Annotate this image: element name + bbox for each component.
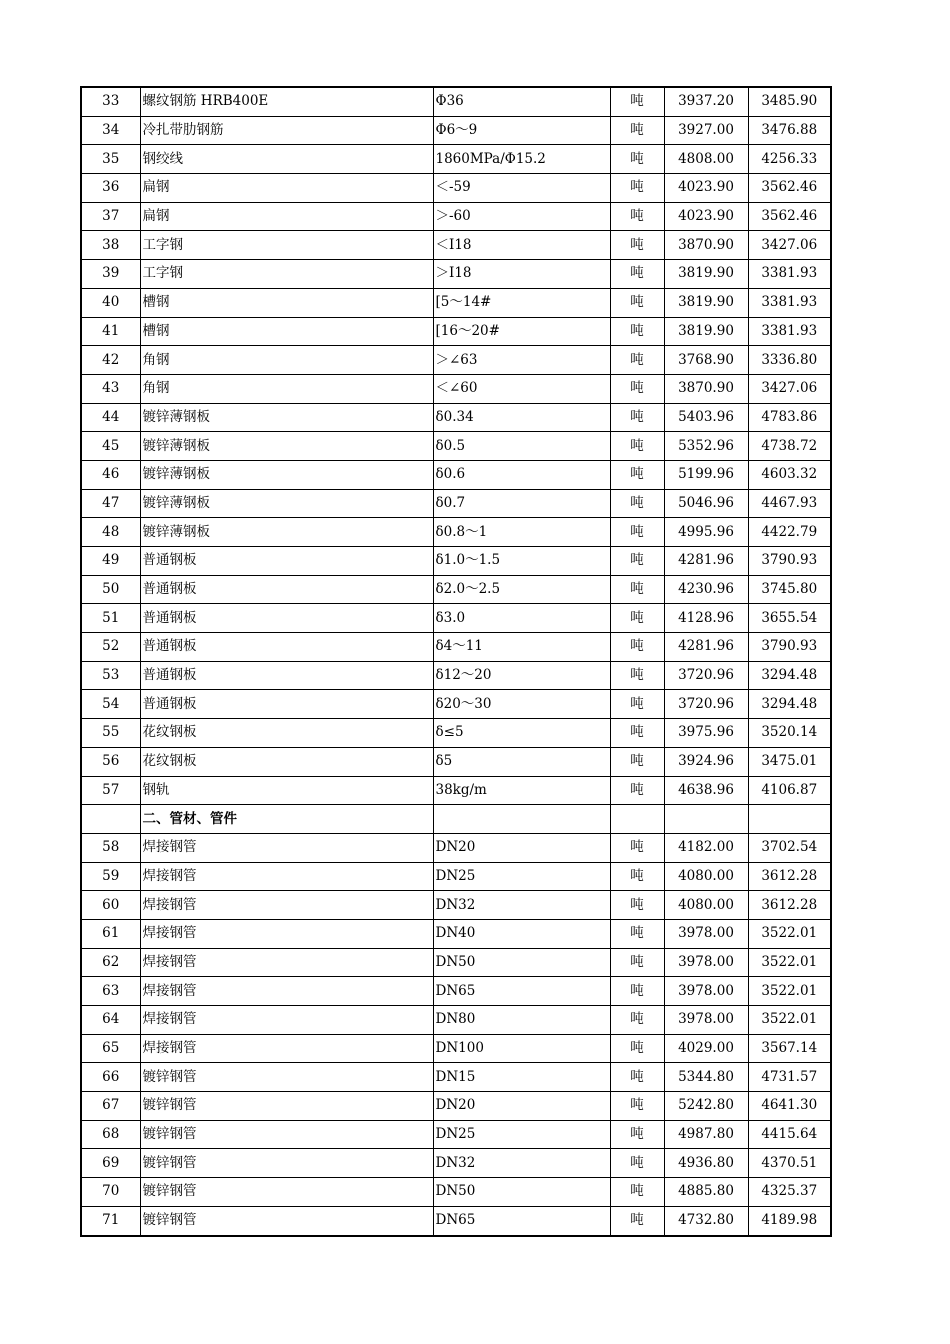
- price-tax-excluded-cell: 4738.72: [748, 432, 831, 461]
- material-name-cell: 镀锌薄钢板: [140, 460, 433, 489]
- unit-cell: 吨: [610, 1120, 664, 1149]
- material-name-cell: 普通钢板: [140, 633, 433, 662]
- row-number-cell: 47: [81, 489, 140, 518]
- row-number-cell: 54: [81, 690, 140, 719]
- section-title: 二、管材、管件: [140, 805, 433, 834]
- material-spec-cell: ＞-60: [433, 202, 610, 231]
- unit-cell: 吨: [610, 719, 664, 748]
- row-number-cell: 70: [81, 1178, 140, 1207]
- material-spec-cell: δ0.34: [433, 403, 610, 432]
- table-row: [81, 87, 831, 116]
- material-name-cell: 焊接钢管: [140, 862, 433, 891]
- price-tax-included-cell: 3937.20: [664, 87, 748, 116]
- price-tax-excluded-cell: 3522.01: [748, 1006, 831, 1035]
- material-name-cell: 镀锌薄钢板: [140, 489, 433, 518]
- unit-cell: 吨: [610, 432, 664, 461]
- material-name-cell: 螺纹钢筋 HRB400E: [140, 87, 433, 116]
- price-tax-excluded-cell: 3476.88: [748, 116, 831, 145]
- price-tax-excluded-cell: 3294.48: [748, 661, 831, 690]
- unit-cell: 吨: [610, 116, 664, 145]
- material-name-cell: 扁钢: [140, 174, 433, 203]
- material-spec-cell: δ5: [433, 747, 610, 776]
- price-tax-included-cell: 3978.00: [664, 948, 748, 977]
- price-tax-excluded-cell: 3702.54: [748, 833, 831, 862]
- material-spec-cell: DN20: [433, 1092, 610, 1121]
- material-spec-cell: δ0.5: [433, 432, 610, 461]
- material-name-cell: 焊接钢管: [140, 1006, 433, 1035]
- unit-cell: 吨: [610, 1178, 664, 1207]
- table-row: [81, 432, 831, 461]
- row-number-cell: 34: [81, 116, 140, 145]
- material-spec-cell: DN32: [433, 1149, 610, 1178]
- row-number-cell: 66: [81, 1063, 140, 1092]
- material-spec-cell: DN25: [433, 862, 610, 891]
- row-number-cell: 61: [81, 919, 140, 948]
- price-tax-excluded-cell: 3427.06: [748, 374, 831, 403]
- material-spec-cell: 1860MPa/Φ15.2: [433, 145, 610, 174]
- price-tax-excluded-cell: 3475.01: [748, 747, 831, 776]
- row-number-cell: 44: [81, 403, 140, 432]
- unit-cell: 吨: [610, 575, 664, 604]
- material-name-cell: 钢轨: [140, 776, 433, 805]
- unit-cell: 吨: [610, 1092, 664, 1121]
- row-number-cell: 49: [81, 547, 140, 576]
- unit-cell: [610, 805, 664, 834]
- unit-cell: 吨: [610, 145, 664, 174]
- row-number-cell: 36: [81, 174, 140, 203]
- price-tax-excluded-cell: 3522.01: [748, 977, 831, 1006]
- material-spec-cell: DN15: [433, 1063, 610, 1092]
- price-tax-excluded-cell: 4731.57: [748, 1063, 831, 1092]
- price-tax-included-cell: 4080.00: [664, 862, 748, 891]
- unit-cell: 吨: [610, 747, 664, 776]
- price-tax-included-cell: 3870.90: [664, 231, 748, 260]
- material-name-cell: 镀锌薄钢板: [140, 432, 433, 461]
- price-tax-excluded-cell: 4370.51: [748, 1149, 831, 1178]
- price-tax-included-cell: 3927.00: [664, 116, 748, 145]
- price-tax-included-cell: 4230.96: [664, 575, 748, 604]
- unit-cell: 吨: [610, 317, 664, 346]
- row-number-cell: 60: [81, 891, 140, 920]
- material-name-cell: 扁钢: [140, 202, 433, 231]
- material-name-cell: 焊接钢管: [140, 833, 433, 862]
- row-number-cell: 50: [81, 575, 140, 604]
- unit-cell: 吨: [610, 1149, 664, 1178]
- price-tax-excluded-cell: 4189.98: [748, 1206, 831, 1235]
- material-name-cell: 钢绞线: [140, 145, 433, 174]
- price-tax-excluded-cell: [748, 805, 831, 834]
- row-number-cell: 35: [81, 145, 140, 174]
- unit-cell: 吨: [610, 776, 664, 805]
- table-body: [81, 87, 831, 1236]
- row-number-cell: 51: [81, 604, 140, 633]
- price-tax-excluded-cell: 3522.01: [748, 919, 831, 948]
- material-spec-cell: [5～14#: [433, 288, 610, 317]
- unit-cell: 吨: [610, 977, 664, 1006]
- price-tax-included-cell: 3819.90: [664, 288, 748, 317]
- row-number-cell: 52: [81, 633, 140, 662]
- material-name-cell: 焊接钢管: [140, 919, 433, 948]
- price-tax-excluded-cell: 3790.93: [748, 633, 831, 662]
- price-tax-excluded-cell: 4467.93: [748, 489, 831, 518]
- table-row: [81, 174, 831, 203]
- row-number-cell: 57: [81, 776, 140, 805]
- material-spec-cell: δ12～20: [433, 661, 610, 690]
- unit-cell: 吨: [610, 948, 664, 977]
- row-number-cell: 67: [81, 1092, 140, 1121]
- row-number-cell: 62: [81, 948, 140, 977]
- table-row: [81, 719, 831, 748]
- material-name-cell: 槽钢: [140, 288, 433, 317]
- material-spec-cell: δ≤5: [433, 719, 610, 748]
- material-name-cell: 镀锌钢管: [140, 1149, 433, 1178]
- material-spec-cell: Φ6～9: [433, 116, 610, 145]
- table-row: [81, 1120, 831, 1149]
- price-tax-included-cell: 4128.96: [664, 604, 748, 633]
- price-tax-included-cell: 3720.96: [664, 661, 748, 690]
- material-name-cell: 镀锌钢管: [140, 1063, 433, 1092]
- table-row: [81, 1149, 831, 1178]
- price-tax-included-cell: 4885.80: [664, 1178, 748, 1207]
- price-tax-included-cell: 4936.80: [664, 1149, 748, 1178]
- price-tax-excluded-cell: 3790.93: [748, 547, 831, 576]
- table-row: [81, 690, 831, 719]
- table-row: [81, 633, 831, 662]
- price-tax-excluded-cell: 4256.33: [748, 145, 831, 174]
- unit-cell: 吨: [610, 690, 664, 719]
- row-number-cell: [81, 805, 140, 834]
- price-tax-excluded-cell: 3562.46: [748, 174, 831, 203]
- price-tax-excluded-cell: 3745.80: [748, 575, 831, 604]
- unit-cell: 吨: [610, 891, 664, 920]
- material-spec-cell: 38kg/m: [433, 776, 610, 805]
- material-name-cell: 焊接钢管: [140, 948, 433, 977]
- row-number-cell: 42: [81, 346, 140, 375]
- table-row: [81, 145, 831, 174]
- price-tax-included-cell: 5242.80: [664, 1092, 748, 1121]
- table-row: [81, 661, 831, 690]
- price-tax-included-cell: 4023.90: [664, 202, 748, 231]
- table-row: [81, 1034, 831, 1063]
- price-tax-excluded-cell: 3562.46: [748, 202, 831, 231]
- price-tax-excluded-cell: 3522.01: [748, 948, 831, 977]
- material-spec-cell: δ4～11: [433, 633, 610, 662]
- price-tax-excluded-cell: 3520.14: [748, 719, 831, 748]
- table-row: [81, 202, 831, 231]
- material-name-cell: 镀锌钢管: [140, 1206, 433, 1235]
- price-tax-excluded-cell: 4106.87: [748, 776, 831, 805]
- unit-cell: 吨: [610, 460, 664, 489]
- material-name-cell: 角钢: [140, 374, 433, 403]
- material-spec-cell: [433, 805, 610, 834]
- price-tax-included-cell: 4995.96: [664, 518, 748, 547]
- table-row: [81, 833, 831, 862]
- material-spec-cell: Φ36: [433, 87, 610, 116]
- price-tax-excluded-cell: 3612.28: [748, 862, 831, 891]
- price-tax-excluded-cell: 3655.54: [748, 604, 831, 633]
- unit-cell: 吨: [610, 1063, 664, 1092]
- material-spec-cell: DN25: [433, 1120, 610, 1149]
- table-row: [81, 747, 831, 776]
- unit-cell: 吨: [610, 604, 664, 633]
- material-name-cell: 槽钢: [140, 317, 433, 346]
- price-tax-excluded-cell: 3485.90: [748, 87, 831, 116]
- table-row: [81, 776, 831, 805]
- row-number-cell: 39: [81, 260, 140, 289]
- price-tax-included-cell: 3924.96: [664, 747, 748, 776]
- material-price-table: [80, 86, 832, 1237]
- material-name-cell: 花纹钢板: [140, 719, 433, 748]
- row-number-cell: 40: [81, 288, 140, 317]
- price-tax-excluded-cell: 4422.79: [748, 518, 831, 547]
- table-row: [81, 1092, 831, 1121]
- unit-cell: 吨: [610, 288, 664, 317]
- price-tax-included-cell: [664, 805, 748, 834]
- price-tax-included-cell: 5403.96: [664, 403, 748, 432]
- unit-cell: 吨: [610, 633, 664, 662]
- unit-cell: 吨: [610, 1034, 664, 1063]
- price-tax-excluded-cell: 3612.28: [748, 891, 831, 920]
- material-name-cell: 工字钢: [140, 260, 433, 289]
- material-spec-cell: δ0.7: [433, 489, 610, 518]
- row-number-cell: 59: [81, 862, 140, 891]
- row-number-cell: 55: [81, 719, 140, 748]
- table-row: [81, 288, 831, 317]
- row-number-cell: 68: [81, 1120, 140, 1149]
- price-tax-included-cell: 4023.90: [664, 174, 748, 203]
- material-name-cell: 镀锌钢管: [140, 1120, 433, 1149]
- table-row: [81, 1063, 831, 1092]
- row-number-cell: 43: [81, 374, 140, 403]
- row-number-cell: 64: [81, 1006, 140, 1035]
- unit-cell: 吨: [610, 1206, 664, 1235]
- unit-cell: 吨: [610, 547, 664, 576]
- table-row: [81, 977, 831, 1006]
- material-spec-cell: ＜Ⅰ18: [433, 231, 610, 260]
- price-tax-included-cell: 3819.90: [664, 317, 748, 346]
- material-spec-cell: [16～20#: [433, 317, 610, 346]
- unit-cell: 吨: [610, 403, 664, 432]
- row-number-cell: 37: [81, 202, 140, 231]
- row-number-cell: 38: [81, 231, 140, 260]
- table-row: [81, 518, 831, 547]
- row-number-cell: 48: [81, 518, 140, 547]
- price-tax-excluded-cell: 4603.32: [748, 460, 831, 489]
- row-number-cell: 41: [81, 317, 140, 346]
- price-tax-included-cell: 5199.96: [664, 460, 748, 489]
- price-tax-excluded-cell: 4415.64: [748, 1120, 831, 1149]
- table-row: [81, 317, 831, 346]
- price-tax-included-cell: 4987.80: [664, 1120, 748, 1149]
- price-tax-included-cell: 4029.00: [664, 1034, 748, 1063]
- price-tax-excluded-cell: 4641.30: [748, 1092, 831, 1121]
- price-tax-included-cell: 5046.96: [664, 489, 748, 518]
- price-tax-included-cell: 3768.90: [664, 346, 748, 375]
- price-tax-included-cell: 3978.00: [664, 1006, 748, 1035]
- price-tax-excluded-cell: 4325.37: [748, 1178, 831, 1207]
- table-row: [81, 1006, 831, 1035]
- price-tax-excluded-cell: 3381.93: [748, 317, 831, 346]
- table-row: [81, 891, 831, 920]
- unit-cell: 吨: [610, 862, 664, 891]
- table-row: [81, 1178, 831, 1207]
- section-header-row: [81, 805, 831, 834]
- material-spec-cell: DN65: [433, 1206, 610, 1235]
- material-spec-cell: DN32: [433, 891, 610, 920]
- material-name-cell: 冷扎带肋钢筋: [140, 116, 433, 145]
- price-tax-excluded-cell: 3294.48: [748, 690, 831, 719]
- price-tax-excluded-cell: 3427.06: [748, 231, 831, 260]
- unit-cell: 吨: [610, 518, 664, 547]
- table-row: [81, 116, 831, 145]
- material-name-cell: 焊接钢管: [140, 977, 433, 1006]
- row-number-cell: 71: [81, 1206, 140, 1235]
- price-tax-included-cell: 4281.96: [664, 633, 748, 662]
- material-spec-cell: δ20～30: [433, 690, 610, 719]
- material-spec-cell: DN50: [433, 948, 610, 977]
- material-name-cell: 工字钢: [140, 231, 433, 260]
- material-name-cell: 花纹钢板: [140, 747, 433, 776]
- material-spec-cell: ＞∠63: [433, 346, 610, 375]
- row-number-cell: 45: [81, 432, 140, 461]
- unit-cell: 吨: [610, 489, 664, 518]
- table-row: [81, 919, 831, 948]
- table-row: [81, 489, 831, 518]
- row-number-cell: 46: [81, 460, 140, 489]
- price-tax-included-cell: 4182.00: [664, 833, 748, 862]
- table-row: [81, 1206, 831, 1235]
- row-number-cell: 63: [81, 977, 140, 1006]
- material-name-cell: 普通钢板: [140, 575, 433, 604]
- table-row: [81, 547, 831, 576]
- material-name-cell: 普通钢板: [140, 690, 433, 719]
- unit-cell: 吨: [610, 919, 664, 948]
- material-name-cell: 镀锌薄钢板: [140, 518, 433, 547]
- material-name-cell: 镀锌钢管: [140, 1178, 433, 1207]
- price-tax-included-cell: 4732.80: [664, 1206, 748, 1235]
- material-name-cell: 镀锌钢管: [140, 1092, 433, 1121]
- price-tax-excluded-cell: 3567.14: [748, 1034, 831, 1063]
- material-spec-cell: ＜-59: [433, 174, 610, 203]
- table-row: [81, 862, 831, 891]
- material-spec-cell: δ2.0～2.5: [433, 575, 610, 604]
- unit-cell: 吨: [610, 346, 664, 375]
- table-row: [81, 231, 831, 260]
- material-name-cell: 焊接钢管: [140, 1034, 433, 1063]
- row-number-cell: 58: [81, 833, 140, 862]
- row-number-cell: 69: [81, 1149, 140, 1178]
- material-spec-cell: DN100: [433, 1034, 610, 1063]
- material-spec-cell: δ0.6: [433, 460, 610, 489]
- material-spec-cell: δ3.0: [433, 604, 610, 633]
- table-row: [81, 403, 831, 432]
- material-name-cell: 普通钢板: [140, 604, 433, 633]
- material-spec-cell: DN20: [433, 833, 610, 862]
- unit-cell: 吨: [610, 661, 664, 690]
- unit-cell: 吨: [610, 87, 664, 116]
- price-tax-excluded-cell: 3336.80: [748, 346, 831, 375]
- unit-cell: 吨: [610, 202, 664, 231]
- material-name-cell: 焊接钢管: [140, 891, 433, 920]
- row-number-cell: 65: [81, 1034, 140, 1063]
- price-tax-included-cell: 3978.00: [664, 977, 748, 1006]
- material-spec-cell: DN65: [433, 977, 610, 1006]
- price-tax-included-cell: 4281.96: [664, 547, 748, 576]
- material-name-cell: 普通钢板: [140, 547, 433, 576]
- price-tax-included-cell: 5352.96: [664, 432, 748, 461]
- price-tax-excluded-cell: 3381.93: [748, 288, 831, 317]
- unit-cell: 吨: [610, 833, 664, 862]
- row-number-cell: 53: [81, 661, 140, 690]
- table-row: [81, 346, 831, 375]
- unit-cell: 吨: [610, 260, 664, 289]
- price-tax-included-cell: 4080.00: [664, 891, 748, 920]
- material-spec-cell: DN40: [433, 919, 610, 948]
- unit-cell: 吨: [610, 231, 664, 260]
- table-row: [81, 460, 831, 489]
- price-tax-included-cell: 3720.96: [664, 690, 748, 719]
- material-spec-cell: DN80: [433, 1006, 610, 1035]
- material-name-cell: 角钢: [140, 346, 433, 375]
- table-row: [81, 604, 831, 633]
- price-tax-excluded-cell: 4783.86: [748, 403, 831, 432]
- price-tax-excluded-cell: 3381.93: [748, 260, 831, 289]
- row-number-cell: 33: [81, 87, 140, 116]
- price-tax-included-cell: 5344.80: [664, 1063, 748, 1092]
- price-tax-included-cell: 4808.00: [664, 145, 748, 174]
- price-tax-included-cell: 3819.90: [664, 260, 748, 289]
- unit-cell: 吨: [610, 174, 664, 203]
- table-row: [81, 260, 831, 289]
- material-spec-cell: ＜∠60: [433, 374, 610, 403]
- material-name-cell: 普通钢板: [140, 661, 433, 690]
- unit-cell: 吨: [610, 1006, 664, 1035]
- table-row: [81, 948, 831, 977]
- material-spec-cell: δ1.0～1.5: [433, 547, 610, 576]
- material-spec-cell: δ0.8～1: [433, 518, 610, 547]
- price-tax-included-cell: 4638.96: [664, 776, 748, 805]
- material-spec-cell: ＞Ⅰ18: [433, 260, 610, 289]
- material-spec-cell: DN50: [433, 1178, 610, 1207]
- price-tax-included-cell: 3978.00: [664, 919, 748, 948]
- material-name-cell: 镀锌薄钢板: [140, 403, 433, 432]
- price-tax-included-cell: 3870.90: [664, 374, 748, 403]
- row-number-cell: 56: [81, 747, 140, 776]
- unit-cell: 吨: [610, 374, 664, 403]
- table-row: [81, 575, 831, 604]
- price-tax-included-cell: 3975.96: [664, 719, 748, 748]
- table-row: [81, 374, 831, 403]
